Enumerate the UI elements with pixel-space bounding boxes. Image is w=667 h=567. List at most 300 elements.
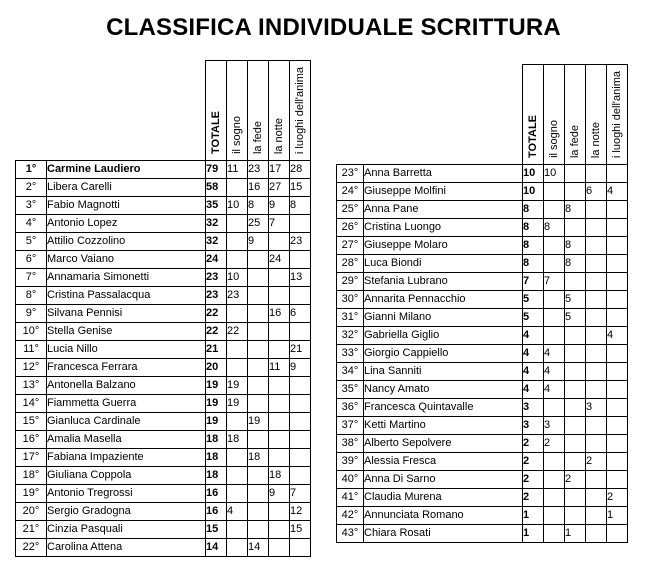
table-row — [337, 165, 628, 183]
sogno-cell — [227, 305, 248, 323]
luoghi-cell — [290, 287, 311, 305]
total-cell: 8 — [523, 255, 544, 273]
name-cell: Antonella Balzano — [47, 377, 206, 395]
header-blank — [337, 65, 364, 165]
table-row — [337, 219, 628, 237]
notte-cell — [269, 341, 290, 359]
column-header-il-sogno — [227, 61, 248, 161]
total-cell: 10 — [523, 165, 544, 183]
name-cell: Antonio Tregrossi — [47, 485, 206, 503]
notte-cell: 18 — [269, 467, 290, 485]
name-cell: Cristina Luongo — [364, 219, 523, 237]
notte-cell — [586, 219, 607, 237]
fede-cell — [565, 417, 586, 435]
table-row — [16, 521, 311, 539]
fede-cell — [565, 327, 586, 345]
header-blank — [16, 61, 47, 161]
name-cell: Carmine Laudiero — [47, 161, 206, 179]
rank-cell: 43° — [337, 525, 364, 543]
name-cell: Giuseppe Molfini — [364, 183, 523, 201]
sogno-cell — [227, 251, 248, 269]
total-cell: 18 — [206, 467, 227, 485]
fede-cell — [565, 453, 586, 471]
notte-cell: 16 — [269, 305, 290, 323]
name-cell: Lina Sanniti — [364, 363, 523, 381]
notte-cell — [269, 287, 290, 305]
sogno-cell: 8 — [544, 219, 565, 237]
luoghi-cell: 23 — [290, 233, 311, 251]
total-cell: 18 — [206, 449, 227, 467]
name-cell: Silvana Pennisi — [47, 305, 206, 323]
sogno-cell: 4 — [227, 503, 248, 521]
luoghi-cell — [607, 291, 628, 309]
sogno-cell — [227, 449, 248, 467]
luoghi-cell — [607, 453, 628, 471]
luoghi-cell: 4 — [607, 327, 628, 345]
total-cell: 2 — [523, 471, 544, 489]
luoghi-cell — [607, 273, 628, 291]
fede-cell — [248, 269, 269, 287]
notte-cell — [586, 435, 607, 453]
column-label: i luoghi dell'anima — [294, 66, 306, 154]
notte-cell — [586, 525, 607, 543]
fede-cell — [565, 183, 586, 201]
total-cell: 4 — [523, 345, 544, 363]
luoghi-cell — [607, 255, 628, 273]
name-cell: Anna Pane — [364, 201, 523, 219]
table-row — [16, 197, 311, 215]
luoghi-cell — [607, 219, 628, 237]
table-row — [337, 471, 628, 489]
notte-cell — [269, 395, 290, 413]
total-cell: 1 — [523, 525, 544, 543]
fede-cell — [248, 467, 269, 485]
name-cell: Giorgio Cappiello — [364, 345, 523, 363]
fede-cell: 18 — [248, 449, 269, 467]
name-cell: Cristina Passalacqua — [47, 287, 206, 305]
fede-cell — [565, 273, 586, 291]
total-cell: 16 — [206, 503, 227, 521]
name-cell: Fabiana Impaziente — [47, 449, 206, 467]
total-cell: 19 — [206, 413, 227, 431]
notte-cell: 27 — [269, 179, 290, 197]
name-cell: Luca Biondi — [364, 255, 523, 273]
column-header-totale — [206, 61, 227, 161]
fede-cell — [248, 251, 269, 269]
fede-cell — [248, 485, 269, 503]
sogno-cell: 10 — [227, 269, 248, 287]
fede-cell — [248, 431, 269, 449]
notte-cell — [586, 273, 607, 291]
column-header-la-notte — [586, 65, 607, 165]
fede-cell — [565, 435, 586, 453]
total-cell: 2 — [523, 435, 544, 453]
table-row — [337, 237, 628, 255]
fede-cell: 1 — [565, 525, 586, 543]
column-label: TOTALE — [527, 115, 539, 158]
notte-cell — [269, 269, 290, 287]
luoghi-cell — [290, 323, 311, 341]
luoghi-cell — [607, 363, 628, 381]
name-cell: Ketti Martino — [364, 417, 523, 435]
fede-cell: 5 — [565, 291, 586, 309]
luoghi-cell — [290, 449, 311, 467]
fede-cell: 19 — [248, 413, 269, 431]
total-cell: 15 — [206, 521, 227, 539]
notte-cell — [586, 327, 607, 345]
luoghi-cell — [607, 399, 628, 417]
total-cell: 10 — [523, 183, 544, 201]
rank-cell: 38° — [337, 435, 364, 453]
table-row — [16, 485, 311, 503]
column-header-luoghi-anima — [607, 65, 628, 165]
column-header-il-sogno — [544, 65, 565, 165]
luoghi-cell: 9 — [290, 359, 311, 377]
rank-cell: 41° — [337, 489, 364, 507]
total-cell: 19 — [206, 395, 227, 413]
luoghi-cell — [290, 215, 311, 233]
notte-cell — [586, 381, 607, 399]
fede-cell: 8 — [565, 255, 586, 273]
table-row — [337, 201, 628, 219]
table-row — [16, 251, 311, 269]
notte-cell — [586, 291, 607, 309]
notte-cell — [586, 201, 607, 219]
notte-cell: 17 — [269, 161, 290, 179]
total-cell: 20 — [206, 359, 227, 377]
total-cell: 4 — [523, 381, 544, 399]
rank-cell: 27° — [337, 237, 364, 255]
name-cell: Carolina Attena — [47, 539, 206, 557]
name-cell: Stefania Lubrano — [364, 273, 523, 291]
name-cell: Annamaria Simonetti — [47, 269, 206, 287]
sogno-cell — [544, 201, 565, 219]
column-header-totale — [523, 65, 544, 165]
rank-cell: 4° — [16, 215, 47, 233]
fede-cell: 25 — [248, 215, 269, 233]
sogno-cell: 10 — [227, 197, 248, 215]
name-cell: Giuseppe Molaro — [364, 237, 523, 255]
notte-cell — [269, 377, 290, 395]
fede-cell: 16 — [248, 179, 269, 197]
notte-cell — [586, 471, 607, 489]
rank-cell: 2° — [16, 179, 47, 197]
total-cell: 2 — [523, 453, 544, 471]
luoghi-cell — [607, 381, 628, 399]
name-cell: Anna Di Sarno — [364, 471, 523, 489]
total-cell: 23 — [206, 287, 227, 305]
table-row — [337, 453, 628, 471]
rank-cell: 42° — [337, 507, 364, 525]
sogno-cell: 11 — [227, 161, 248, 179]
table-row — [16, 179, 311, 197]
sogno-cell — [227, 179, 248, 197]
notte-cell: 2 — [586, 453, 607, 471]
sogno-cell: 23 — [227, 287, 248, 305]
sogno-cell: 10 — [544, 165, 565, 183]
notte-cell: 11 — [269, 359, 290, 377]
sogno-cell — [544, 399, 565, 417]
name-cell: Attilio Cozzolino — [47, 233, 206, 251]
total-cell: 4 — [523, 327, 544, 345]
name-cell: Cinzia Pasquali — [47, 521, 206, 539]
fede-cell — [248, 521, 269, 539]
rank-cell: 8° — [16, 287, 47, 305]
table-row — [337, 399, 628, 417]
sogno-cell: 18 — [227, 431, 248, 449]
fede-cell: 14 — [248, 539, 269, 557]
column-header-la-notte — [269, 61, 290, 161]
fede-cell: 9 — [248, 233, 269, 251]
notte-cell: 9 — [269, 485, 290, 503]
fede-cell: 8 — [248, 197, 269, 215]
table-row — [16, 395, 311, 413]
sogno-cell — [227, 233, 248, 251]
name-cell: Gianni Milano — [364, 309, 523, 327]
luoghi-cell: 15 — [290, 521, 311, 539]
notte-cell — [586, 363, 607, 381]
notte-cell — [269, 449, 290, 467]
table-row — [16, 431, 311, 449]
total-cell: 58 — [206, 179, 227, 197]
total-cell: 79 — [206, 161, 227, 179]
luoghi-cell: 7 — [290, 485, 311, 503]
rank-cell: 16° — [16, 431, 47, 449]
total-cell: 18 — [206, 431, 227, 449]
table-row — [16, 359, 311, 377]
table-row — [16, 467, 311, 485]
column-label: la notte — [590, 121, 602, 158]
rank-cell: 1° — [16, 161, 47, 179]
rank-cell: 37° — [337, 417, 364, 435]
ranking-table-right — [336, 64, 628, 543]
fede-cell — [565, 165, 586, 183]
notte-cell — [269, 431, 290, 449]
sogno-cell: 4 — [544, 363, 565, 381]
sogno-cell: 7 — [544, 273, 565, 291]
sogno-cell — [544, 255, 565, 273]
table-row — [337, 255, 628, 273]
page-title: CLASSIFICA INDIVIDUALE SCRITTURA — [106, 14, 561, 41]
column-label: i luoghi dell'anima — [611, 70, 623, 158]
notte-cell — [269, 413, 290, 431]
fede-cell — [248, 503, 269, 521]
sogno-cell: 19 — [227, 377, 248, 395]
name-cell: Libera Carelli — [47, 179, 206, 197]
name-cell: Claudia Murena — [364, 489, 523, 507]
total-cell: 16 — [206, 485, 227, 503]
column-label: la fede — [569, 124, 581, 158]
table-row — [337, 525, 628, 543]
total-cell: 24 — [206, 251, 227, 269]
rank-cell: 12° — [16, 359, 47, 377]
name-cell: Francesca Ferrara — [47, 359, 206, 377]
luoghi-cell — [607, 471, 628, 489]
total-cell: 3 — [523, 417, 544, 435]
sogno-cell — [227, 539, 248, 557]
column-label: la fede — [252, 120, 264, 154]
total-cell: 22 — [206, 323, 227, 341]
fede-cell — [248, 395, 269, 413]
sogno-cell — [544, 309, 565, 327]
column-label: il sogno — [548, 120, 560, 158]
rank-cell: 26° — [337, 219, 364, 237]
fede-cell — [565, 399, 586, 417]
luoghi-cell: 2 — [607, 489, 628, 507]
sogno-cell: 4 — [544, 381, 565, 399]
rank-cell: 32° — [337, 327, 364, 345]
rank-cell: 7° — [16, 269, 47, 287]
notte-cell — [586, 489, 607, 507]
notte-cell — [586, 165, 607, 183]
ranking-table-left — [15, 60, 311, 557]
name-cell: Marco Vaiano — [47, 251, 206, 269]
luoghi-cell — [607, 201, 628, 219]
sogno-cell — [544, 507, 565, 525]
name-cell: Alberto Sepolvere — [364, 435, 523, 453]
total-cell: 4 — [523, 363, 544, 381]
rank-cell: 22° — [16, 539, 47, 557]
rank-cell: 15° — [16, 413, 47, 431]
rank-cell: 24° — [337, 183, 364, 201]
luoghi-cell: 4 — [607, 183, 628, 201]
notte-cell — [269, 503, 290, 521]
sogno-cell — [544, 489, 565, 507]
fede-cell — [565, 507, 586, 525]
sogno-cell — [227, 485, 248, 503]
name-cell: Amalia Masella — [47, 431, 206, 449]
rank-cell: 40° — [337, 471, 364, 489]
name-cell: Chiara Rosati — [364, 525, 523, 543]
luoghi-cell: 28 — [290, 161, 311, 179]
name-cell: Alessia Fresca — [364, 453, 523, 471]
notte-cell — [586, 237, 607, 255]
rank-cell: 18° — [16, 467, 47, 485]
total-cell: 8 — [523, 201, 544, 219]
sogno-cell — [227, 413, 248, 431]
column-label: il sogno — [231, 116, 243, 154]
fede-cell — [565, 219, 586, 237]
fede-cell — [248, 305, 269, 323]
total-cell: 7 — [523, 273, 544, 291]
rank-cell: 5° — [16, 233, 47, 251]
fede-cell: 5 — [565, 309, 586, 327]
notte-cell — [269, 233, 290, 251]
rank-cell: 10° — [16, 323, 47, 341]
table-row — [337, 363, 628, 381]
name-cell: Fabio Magnotti — [47, 197, 206, 215]
total-cell: 14 — [206, 539, 227, 557]
sogno-cell — [544, 237, 565, 255]
sogno-cell — [227, 341, 248, 359]
table-row — [16, 215, 311, 233]
total-cell: 32 — [206, 233, 227, 251]
luoghi-cell — [607, 165, 628, 183]
notte-cell — [586, 507, 607, 525]
fede-cell — [565, 363, 586, 381]
table-row — [16, 503, 311, 521]
notte-cell — [269, 539, 290, 557]
luoghi-cell — [607, 345, 628, 363]
column-label: TOTALE — [210, 111, 222, 154]
name-cell: Gianluca Cardinale — [47, 413, 206, 431]
luoghi-cell — [290, 395, 311, 413]
column-header-luoghi-anima — [290, 61, 311, 161]
rank-cell: 23° — [337, 165, 364, 183]
sogno-cell — [227, 521, 248, 539]
table-row — [337, 417, 628, 435]
rank-cell: 33° — [337, 345, 364, 363]
luoghi-cell — [290, 467, 311, 485]
notte-cell — [586, 345, 607, 363]
fede-cell: 8 — [565, 237, 586, 255]
table-row — [16, 161, 311, 179]
fede-cell — [565, 381, 586, 399]
notte-cell — [586, 417, 607, 435]
notte-cell: 6 — [586, 183, 607, 201]
fede-cell — [248, 287, 269, 305]
rank-cell: 9° — [16, 305, 47, 323]
table-row — [337, 507, 628, 525]
notte-cell: 7 — [269, 215, 290, 233]
column-label: la notte — [273, 117, 285, 154]
total-cell: 22 — [206, 305, 227, 323]
rank-cell: 31° — [337, 309, 364, 327]
luoghi-cell — [290, 377, 311, 395]
luoghi-cell: 12 — [290, 503, 311, 521]
sogno-cell — [227, 215, 248, 233]
table-row — [337, 327, 628, 345]
table-row — [337, 345, 628, 363]
table-row — [16, 287, 311, 305]
table-row — [16, 323, 311, 341]
luoghi-cell: 8 — [290, 197, 311, 215]
name-cell: Fiammetta Guerra — [47, 395, 206, 413]
header-blank — [47, 61, 206, 161]
sogno-cell — [544, 183, 565, 201]
sogno-cell — [544, 453, 565, 471]
fede-cell — [565, 489, 586, 507]
rank-cell: 28° — [337, 255, 364, 273]
rank-cell: 17° — [16, 449, 47, 467]
fede-cell — [248, 377, 269, 395]
table-row — [337, 273, 628, 291]
name-cell: Stella Genise — [47, 323, 206, 341]
notte-cell — [586, 309, 607, 327]
rank-cell: 13° — [16, 377, 47, 395]
total-cell: 1 — [523, 507, 544, 525]
notte-cell — [586, 255, 607, 273]
table-row — [16, 233, 311, 251]
notte-cell — [269, 323, 290, 341]
name-cell: Francesca Quintavalle — [364, 399, 523, 417]
table-row — [337, 489, 628, 507]
sogno-cell: 19 — [227, 395, 248, 413]
sogno-cell: 2 — [544, 435, 565, 453]
fede-cell: 2 — [565, 471, 586, 489]
total-cell: 5 — [523, 291, 544, 309]
table-row — [16, 341, 311, 359]
table-row — [337, 183, 628, 201]
header-blank — [364, 65, 523, 165]
luoghi-cell — [607, 417, 628, 435]
name-cell: Nancy Amato — [364, 381, 523, 399]
luoghi-cell — [607, 525, 628, 543]
total-cell: 19 — [206, 377, 227, 395]
rank-cell: 35° — [337, 381, 364, 399]
sogno-cell — [227, 467, 248, 485]
total-cell: 3 — [523, 399, 544, 417]
